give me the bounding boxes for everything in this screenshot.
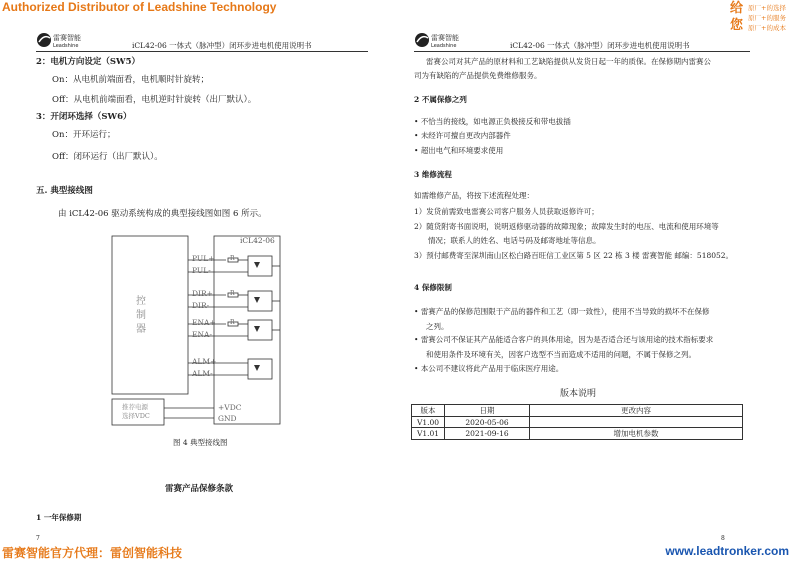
warranty-title: 雷赛产品保修条款 bbox=[165, 484, 234, 494]
resistor-label: R bbox=[230, 319, 235, 326]
page-number-right: 8 bbox=[721, 535, 725, 542]
table-cell: 2020-05-06 bbox=[445, 417, 530, 428]
intro-line-2: 司为有缺陷的产品提供免费维修服务。 bbox=[414, 71, 542, 80]
s4-item-2: • 雷赛公司不保证其产品能适合客户的具体用途，因为是否适合还与该用途的技术指标要求 bbox=[414, 335, 714, 344]
resistor-label: R bbox=[230, 255, 235, 262]
psu-label-1: 推荐电源 bbox=[122, 403, 148, 411]
psu-label-2: 选择VDC bbox=[122, 412, 150, 420]
doc-title: iCL42-06 一体式（脉冲型）闭环步进电机使用说明书 bbox=[510, 41, 690, 50]
controller-label-1: 控 bbox=[136, 296, 146, 307]
pin-ena-plus: ENA+ bbox=[192, 318, 216, 327]
sec3-title: 3：开闭环选择（SW6） bbox=[36, 112, 132, 122]
sec5-text: 由 iCL42-06 驱动系统构成的典型接线图如图 6 所示。 bbox=[58, 209, 267, 219]
pin-pul-plus: PUL+ bbox=[192, 254, 215, 263]
controller-label-2: 制 bbox=[136, 310, 146, 321]
s4-item-3: • 本公司不建议将此产品用于临床医疗用途。 bbox=[414, 364, 564, 373]
s2-item-1: • 不恰当的接线，如电源正负极接反和带电拔插 bbox=[414, 117, 571, 126]
warranty-subtitle: 1 一年保修期 bbox=[36, 513, 82, 522]
sec2-off: Off：从电机前端面看，电机逆时针旋转（出厂默认）。 bbox=[52, 95, 257, 105]
pin-dir-plus: DIR+ bbox=[192, 289, 213, 298]
pin-pul-minus: PUL- bbox=[192, 266, 211, 275]
left-page-header bbox=[36, 26, 368, 52]
col-header: 更改内容 bbox=[530, 405, 743, 417]
pin-alm-minus: ALM- bbox=[192, 369, 213, 378]
logo-cn: 雷赛智能 bbox=[431, 34, 459, 42]
sec3-on: On：开环运行； bbox=[52, 130, 116, 140]
pin-alm-plus: ALM+ bbox=[192, 357, 217, 366]
pin-gnd: GND bbox=[218, 414, 237, 423]
doc-title: iCL42-06 一体式（脉冲型）闭环步进电机使用说明书 bbox=[132, 41, 312, 50]
logo-cn: 雷赛智能 bbox=[53, 34, 81, 42]
pin-dir-minus: DIR- bbox=[192, 301, 210, 310]
stamp-line-3: 原厂+的成本 bbox=[748, 24, 786, 32]
logo-en: Leadshine bbox=[53, 43, 79, 49]
leadshine-logo bbox=[36, 30, 92, 50]
table-header-row bbox=[412, 405, 743, 417]
s3-step-2-cont: 情况；联系人的姓名、电话号码及邮寄地址等信息。 bbox=[428, 236, 601, 245]
version-title: 版本说明 bbox=[560, 389, 597, 399]
s3-step-2: 2）随货附寄书面说明，说明返修驱动器的故障现象；故障发生时的电压、电流和使用环境等 bbox=[414, 222, 719, 231]
logo-en: Leadshine bbox=[431, 43, 457, 49]
s3-step-3: 3）预付邮费寄至深圳南山区松白路百旺信工业区第 5 区 22 栋 3 楼 雷赛智能 邮编：518052。 bbox=[414, 251, 734, 260]
table-row bbox=[412, 428, 743, 440]
table-row bbox=[412, 417, 743, 428]
table-cell: V1.00 bbox=[412, 417, 445, 428]
table-cell bbox=[530, 417, 743, 428]
s4-title: 4 保修限制 bbox=[414, 283, 452, 292]
page-number-left: 7 bbox=[36, 535, 40, 542]
sec2-title: 2：电机方向设定（SW5） bbox=[36, 57, 141, 67]
stamp-line-1: 原厂+的选择 bbox=[748, 4, 786, 12]
s2-item-2: • 未经许可擅自更改内部器件 bbox=[414, 131, 511, 140]
figure-caption: 图 4 典型接线图 bbox=[173, 438, 228, 447]
s4-item-1-cont: 之列。 bbox=[426, 322, 449, 331]
version-table bbox=[411, 404, 743, 440]
sec2-on: On：从电机前端面看，电机顺时针旋转； bbox=[52, 75, 209, 85]
s3-title: 3 维修流程 bbox=[414, 170, 452, 179]
stamp-char-2: 您 bbox=[730, 18, 744, 33]
pin-vdc: +VDC bbox=[218, 403, 242, 412]
device-label: iCL42-06 bbox=[240, 236, 275, 245]
intro-line-1: 雷赛公司对其产品的原材料和工艺缺陷提供从发货日起一年的质保。在保修期内雷赛公 bbox=[426, 57, 711, 66]
leadshine-logo bbox=[414, 30, 470, 50]
pin-ena-minus: ENA- bbox=[192, 330, 212, 339]
controller-label-3: 器 bbox=[136, 324, 146, 335]
footer-agent: 雷赛智能官方代理：雷创智能科技 bbox=[2, 546, 183, 560]
col-header: 版本 bbox=[412, 405, 445, 417]
distributor-banner: Authorized Distributor of Leadshine Technology bbox=[2, 0, 277, 14]
table-cell: 2021-09-16 bbox=[445, 428, 530, 440]
s4-item-1: • 雷赛产品的保修范围限于产品的器件和工艺（即一致性），使用不当导致的损坏不在保修 bbox=[414, 307, 710, 316]
s3-step-1: 1）发货前需致电雷赛公司客户服务人员获取返修许可； bbox=[414, 207, 599, 216]
s4-item-2-cont: 和使用条件及环境有关，因客户选型不当而造成不适用的问题，不属于保修之列。 bbox=[426, 350, 696, 359]
resistor-label: R bbox=[230, 290, 235, 297]
s2-title: 2 不属保修之列 bbox=[414, 95, 467, 104]
right-page-header bbox=[414, 26, 750, 52]
sec5-title: 五. 典型接线图 bbox=[36, 186, 93, 196]
s3-intro: 如需维修产品，将按下述流程处理： bbox=[414, 191, 534, 200]
footer-website[interactable]: www.leadtronker.com bbox=[665, 544, 789, 558]
col-header: 日期 bbox=[445, 405, 530, 417]
stamp-char-1: 给 bbox=[730, 1, 744, 16]
s2-item-3: • 超出电气和环境要求使用 bbox=[414, 146, 504, 155]
stamp-line-2: 原厂+的服务 bbox=[748, 14, 786, 22]
sec3-off: Off：闭环运行（出厂默认）。 bbox=[52, 152, 163, 162]
table-cell: 增加电机参数 bbox=[530, 428, 743, 440]
table-cell: V1.01 bbox=[412, 428, 445, 440]
